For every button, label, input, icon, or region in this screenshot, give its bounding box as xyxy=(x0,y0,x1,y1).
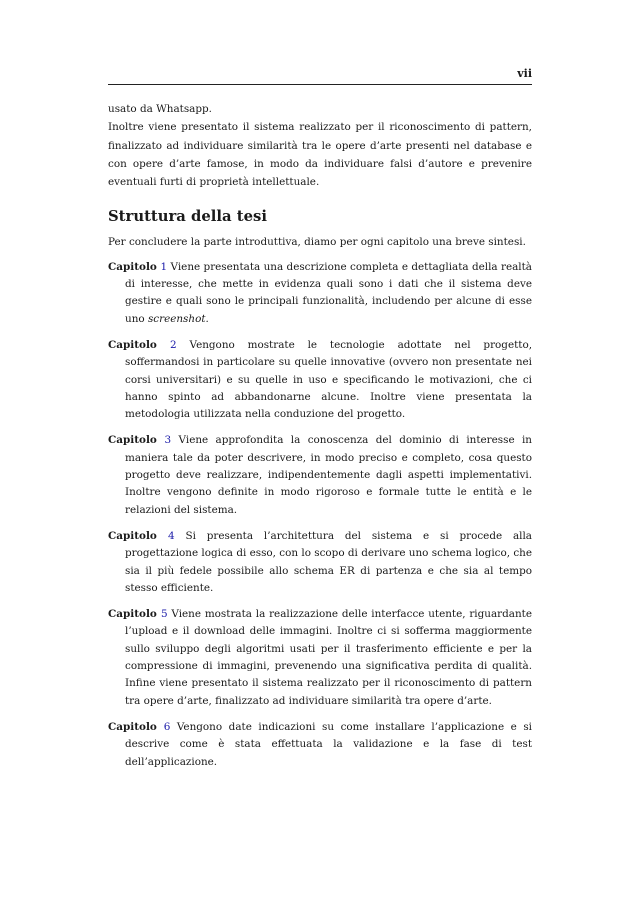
chapter-label: Capitolo 6 xyxy=(108,720,171,733)
chapter-description: Viene approfondita la conoscenza del dominio di interesse in maniera tale da poter descrivere, in modo preciso e completo, cosa questo progetto deve realizzare, indipendentemente dagli aspetti implementativi. Inoltre vengono definite in modo rigoroso e formale tutte le entità e le relazioni del sistema. xyxy=(125,434,533,516)
section-intro: Per concludere la parte introduttiva, diamo per ogni capitolo una breve sintesi. xyxy=(108,236,526,249)
chapter-label: Capitolo 3 xyxy=(108,434,172,447)
chapter-item xyxy=(108,528,532,597)
chapter-list xyxy=(108,259,532,771)
chapter-description: Si presenta l’architettura del sistema e si procede alla progettazione logica di esso, con lo scopo di derivare uno schema logico, che sia il più fedele possibile allo schema ER di partenza e che sia al tempo stesso efficiente. xyxy=(125,529,532,594)
chapter-label: Capitolo 5 xyxy=(108,608,168,621)
intro-line: usato da Whatsapp. xyxy=(108,103,212,115)
chapter-number-link[interactable]: 3 xyxy=(164,434,172,447)
chapter-number-link[interactable]: 6 xyxy=(163,720,171,733)
chapter-description: Viene mostrata la realizzazione delle interfacce utente, riguardante l’upload e il download delle immagini. Inoltre ci si sofferma maggiormente sullo sviluppo degli algoritmi usati per il trasferimento efficiente e per la compressione di immagini, prevenendo una significativa perdita di qualità. Infine viene presentato il sistema realizzato per il riconoscimento di pattern tra opere d’arte, finalizzato ad individuare similarità tra opere d’arte. xyxy=(125,608,532,707)
chapter-label: Capitolo 2 xyxy=(108,338,177,351)
chapter-item xyxy=(108,432,532,518)
chapter-item: Capitolo 1 Viene presentata una descrizione completa e dettagliata della realtà di interesse, che mette in evidenza quali sono i dati che il sistema deve gestire e quali sono le principali funzionalità, includendo per alcune di esse uno screenshot. xyxy=(108,260,532,325)
intro-text xyxy=(108,100,532,191)
chapter-item xyxy=(108,337,532,423)
chapter-item xyxy=(108,606,532,710)
chapter-label: Capitolo 4 xyxy=(108,529,175,542)
chapter-number-link[interactable]: 4 xyxy=(167,529,175,542)
chapter-number-link[interactable]: 1 xyxy=(160,260,168,273)
chapter-description: Vengono date indicazioni su come installare l’applicazione e si descrive come è stata effettuata la validazione e la fase di test dell’applicazione. xyxy=(125,720,532,768)
running-header xyxy=(108,60,532,85)
chapter-description: Viene presentata una descrizione completa e dettagliata della realtà di interesse, che mette in evidenza quali sono i dati che il sistema deve gestire e quali sono le principali funzionalità, includendo per alcune di esse uno xyxy=(125,260,532,325)
chapter-emphasis: screenshot xyxy=(147,312,206,325)
chapter-number-link[interactable]: 2 xyxy=(170,338,177,351)
page-number: vii xyxy=(517,67,532,80)
chapter-number-link[interactable]: 5 xyxy=(160,608,168,621)
section-title: Struttura della tesi xyxy=(108,208,267,226)
chapter-description: Vengono mostrate le tecnologie adottate nel progetto, soffermandosi in particolare su quelle innovative (ovvero non presentate nei corsi universitari) e su quelle in uso e specificando le motivazioni, che ci hanno spinto ad abbandonarne alcune. Inoltre viene presentata la metodologia utilizzata nella conduzione del progetto. xyxy=(125,338,533,421)
intro-paragraph: Inoltre viene presentato il sistema realizzato per il riconoscimento di pattern, finalizzato ad individuare similarità tra le opere d’arte presenti nel database e con opere d’arte famose, in modo da individuare falsi d’autore e prevenire eventuali furti di proprietà intellettuale. xyxy=(108,121,532,189)
chapter-item xyxy=(108,719,532,771)
chapter-label: Capitolo 1 xyxy=(108,260,168,273)
page xyxy=(108,60,532,780)
